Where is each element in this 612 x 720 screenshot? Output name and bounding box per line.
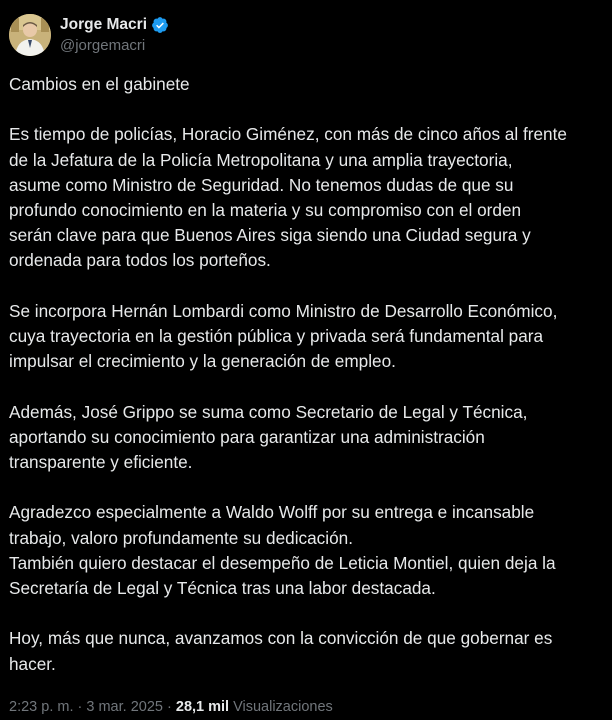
tweet-text <box>9 72 605 677</box>
tweet-text-line: Cambios en el gabinete <box>9 74 190 94</box>
paragraph-gap <box>9 97 605 122</box>
tweet-paragraph <box>9 122 605 273</box>
tweet-time[interactable]: 2:23 p. m. <box>9 699 74 715</box>
tweet-text-line: trabajo, valoro profundamente su dedicación. <box>9 527 353 548</box>
tweet-text-line: asume como Ministro de Seguridad. No tenemos dudas de que su <box>9 174 514 195</box>
avatar[interactable] <box>9 14 51 56</box>
tweet-header <box>9 14 169 56</box>
paragraph-gap <box>9 274 605 299</box>
tweet-date[interactable]: 3 mar. 2025 <box>86 699 163 715</box>
author-names <box>60 15 169 56</box>
tweet-text-line: serán clave para que Buenos Aires siga siendo una Ciudad segura y <box>9 225 531 246</box>
tweet-text-line: hacer. <box>9 653 56 674</box>
tweet-text-line: ordenada para todos los porteños. <box>9 250 271 271</box>
tweet-text-line: impulsar el crecimiento y la generación de empleo. <box>9 351 396 372</box>
tweet-text-line: profundo conocimiento en la materia y su compromiso con el orden <box>9 200 522 220</box>
tweet-paragraph <box>9 72 605 97</box>
tweet-text-line: transparente y eficiente. <box>9 452 193 472</box>
tweet-text-line: aportando su conocimiento para garantizar una administración <box>9 426 485 447</box>
paragraph-gap <box>9 601 605 626</box>
tweet-text-line: de la Jefatura de la Policía Metropolitana y una amplia trayectoria, <box>9 149 513 170</box>
tweet-paragraph <box>9 400 605 476</box>
tweet-text-line: Hoy, más que nunca, avanzamos con la convicción de que gobernar es <box>9 628 553 649</box>
author-display-name[interactable]: Jorge Macri <box>60 15 148 33</box>
views-count: 28,1 mil <box>175 699 230 715</box>
paragraph-gap <box>9 374 605 399</box>
tweet-text-line: Secretaría de Legal y Técnica tras una labor destacada. <box>9 578 436 598</box>
verified-badge-icon <box>151 16 169 34</box>
tweet-text-line: Es tiempo de policías, Horacio Giménez, con más de cinco años al frente <box>9 124 567 145</box>
tweet-paragraph <box>9 299 605 375</box>
tweet-text-line: También quiero destacar el desempeño de Leticia Montiel, quien deja la <box>9 552 556 573</box>
tweet-text-line: Además, José Grippo se suma como Secretario de Legal y Técnica, <box>9 401 528 422</box>
tweet-text-line: Agradezco especialmente a Waldo Wolff por su entrega e incansable <box>9 502 535 523</box>
views-label: Visualizaciones <box>233 699 333 715</box>
paragraph-gap <box>9 475 605 500</box>
tweet-text-line: Se incorpora Hernán Lombardi como Ministro de Desarrollo Económico, <box>9 300 558 321</box>
author-handle[interactable]: @jorgemacri <box>60 36 146 54</box>
tweet-meta <box>9 697 333 717</box>
meta-separator: · <box>77 699 83 715</box>
tweet-text-line: cuya trayectoria en la gestión pública y privada será fundamental para <box>9 326 544 346</box>
avatar-image <box>9 14 51 56</box>
meta-separator-2: · <box>167 699 172 715</box>
tweet-paragraph <box>9 626 605 676</box>
tweet-paragraph <box>9 500 605 601</box>
name-row <box>60 15 169 35</box>
